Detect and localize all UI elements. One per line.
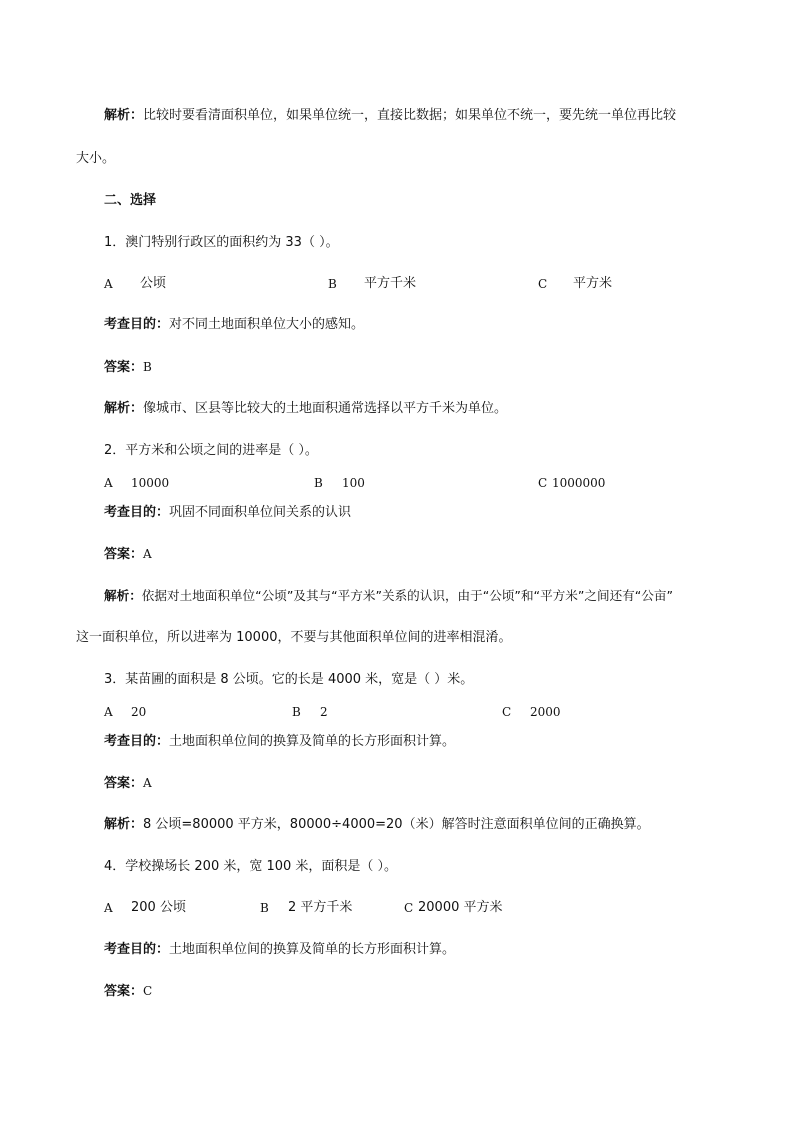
question-2-option-c: C — [538, 476, 548, 490]
question-3-option-a-text: 20 — [131, 705, 147, 719]
question-3-answer: 答案：A — [104, 776, 152, 791]
question-2-option-a-text: 10000 — [131, 476, 170, 490]
question-1-option-a: A — [104, 277, 113, 291]
question-4-option-c: C — [404, 901, 414, 915]
question-3-option-b-text: 2 — [320, 705, 328, 719]
question-4-option-b-text: 2 平方千米 — [288, 900, 353, 915]
question-2-answer: 答案：A — [104, 547, 152, 562]
question-3-option-c: C — [502, 705, 512, 719]
question-1-option-a-text: 公顷 — [140, 276, 167, 291]
intro-analysis-line2: 大小。 — [76, 151, 116, 166]
intro-analysis-text: 比较时要看清面积单位，如果单位统一，直接比数据；如果单位不统一，要先统一单位再比较 — [143, 108, 677, 123]
question-3-stem: 3．某苗圃的面积是 8 公顷。它的长是 4000 米，宽是（ ）米。 — [104, 672, 474, 687]
intro-analysis-line1 — [104, 106, 676, 126]
question-1-option-c-text: 平方米 — [573, 276, 613, 291]
question-4-option-a: A — [104, 901, 113, 915]
question-3-analysis: 解析：8 公顷=80000 平方米，80000÷4000=20（米）解答时注意面积单位间的正确换算。 — [104, 817, 650, 832]
question-1-answer: 答案：B — [104, 360, 152, 375]
question-3-option-c-text: 2000 — [530, 705, 561, 719]
question-4-option-b: B — [260, 901, 269, 915]
question-1-stem: 1．澳门特别行政区的面积约为 33（ ）。 — [104, 235, 339, 250]
question-2-analysis-line2: 这一面积单位，所以进率为 10000，不要与其他面积单位间的进率相混淆。 — [76, 630, 512, 645]
intro-analysis-label: 解析： — [104, 108, 144, 123]
question-1-option-b: B — [328, 277, 337, 291]
question-3-option-b: B — [292, 705, 301, 719]
question-1-option-c: C — [538, 277, 548, 291]
question-2-purpose: 考查目的：巩固不同面积单位间关系的认识 — [104, 505, 352, 520]
question-1-purpose: 考查目的：对不同土地面积单位大小的感知。 — [104, 317, 365, 332]
question-4-option-a-text: 200 公顷 — [131, 900, 186, 915]
question-4-purpose: 考查目的：土地面积单位间的换算及简单的长方形面积计算。 — [104, 942, 456, 957]
question-4-answer: 答案：C — [104, 984, 153, 999]
question-4-option-c-text: 20000 平方米 — [418, 900, 503, 915]
question-2-analysis-line1: 解析：依据对土地面积单位“公顷”及其与“平方米”关系的认识，由于“公顷”和“平方米”之间还有“公亩” — [104, 588, 673, 603]
section-title: 二、选择 — [104, 193, 157, 208]
question-2-option-a: A — [104, 476, 113, 490]
question-1-option-b-text: 平方千米 — [364, 276, 417, 291]
question-2-stem: 2．平方米和公顷之间的进率是（ ）。 — [104, 443, 318, 458]
question-2-option-c-text: 1000000 — [552, 476, 606, 490]
question-1-analysis: 解析：像城市、区县等比较大的土地面积通常选择以平方千米为单位。 — [104, 401, 508, 416]
question-2-option-b-text: 100 — [342, 476, 365, 490]
question-3-option-a: A — [104, 705, 113, 719]
question-4-stem: 4．学校操场长 200 米，宽 100 米，面积是（ ）。 — [104, 859, 398, 874]
question-2-option-b: B — [314, 476, 323, 490]
question-3-purpose: 考查目的：土地面积单位间的换算及简单的长方形面积计算。 — [104, 734, 456, 749]
